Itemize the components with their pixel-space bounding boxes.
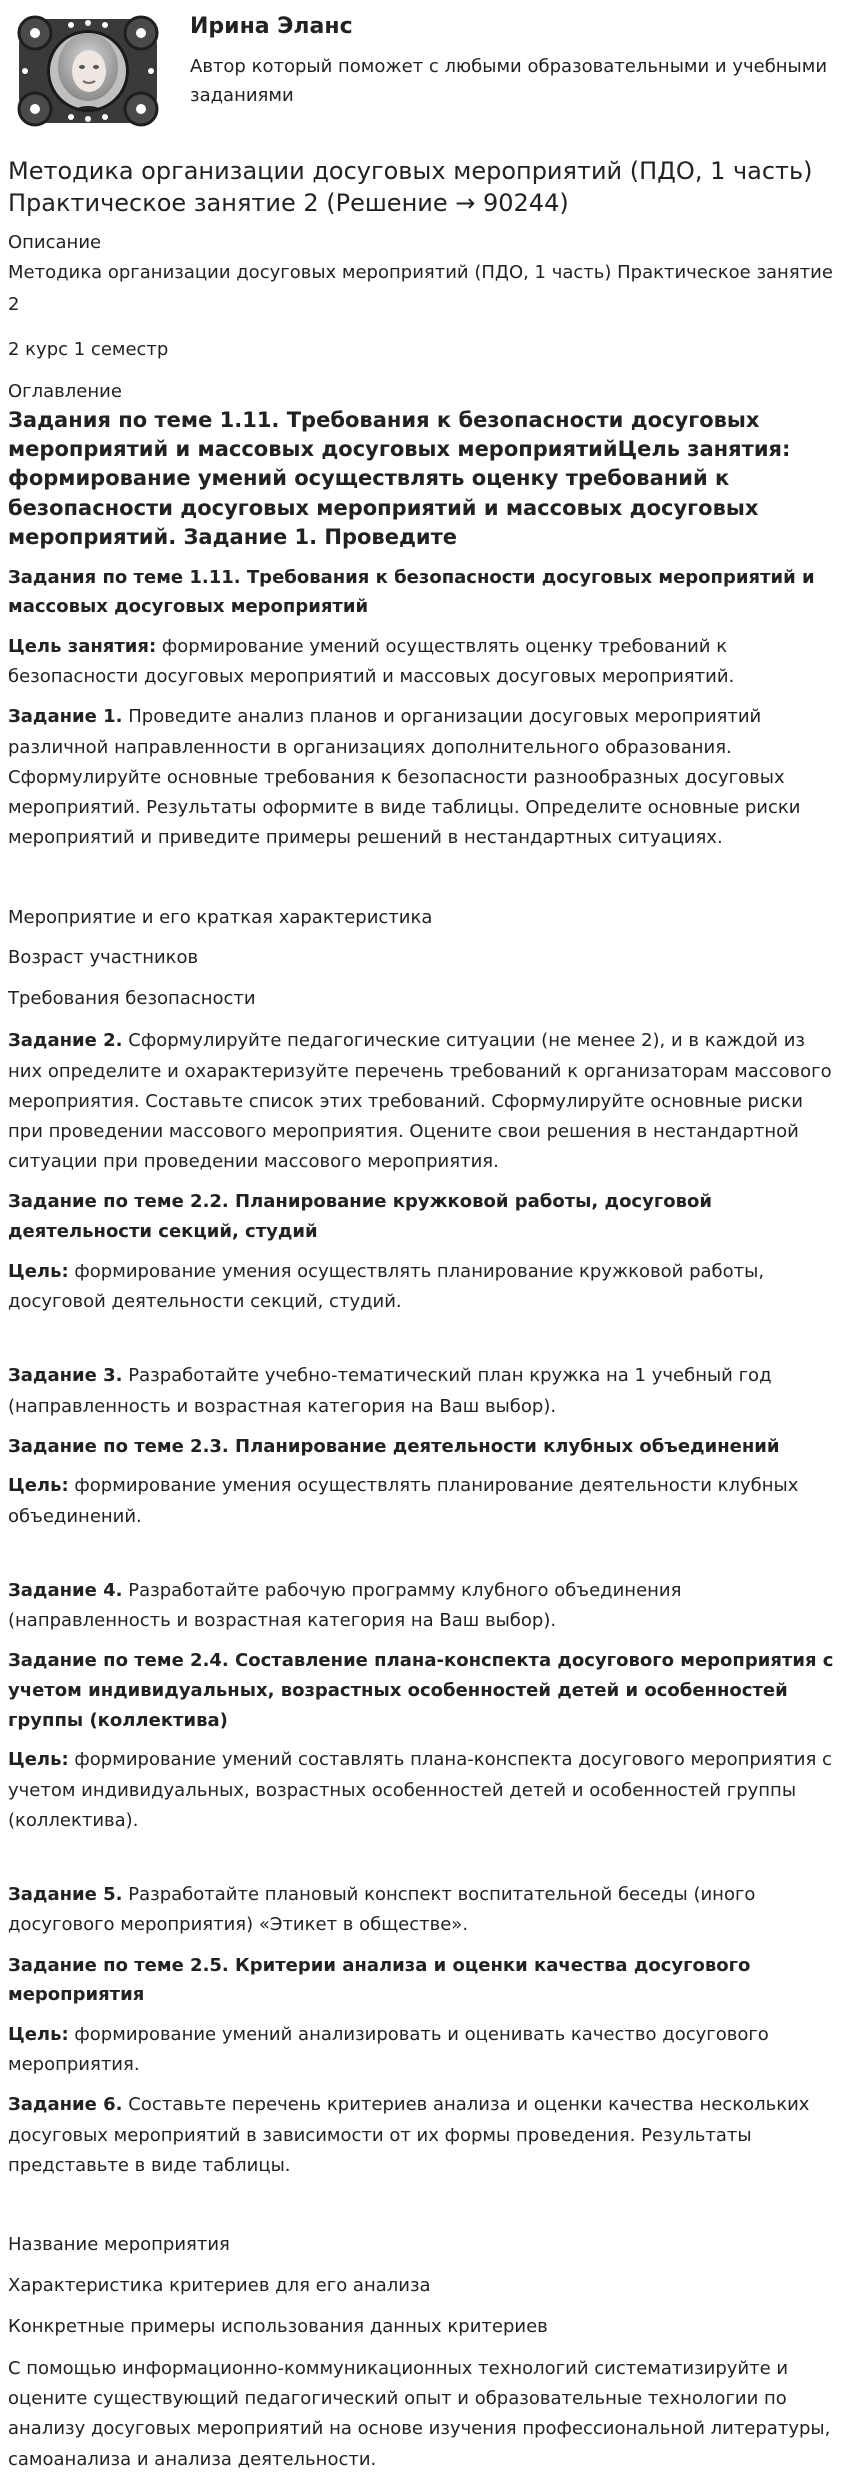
goal-3-label: Цель:: [8, 1475, 69, 1497]
final-paragraph: С помощью информационно-коммуникационных технологий систематизируйте и оцените существующий педагогический опыт и образовательные технологии по анализу досуговых мероприятий на основе изучения профессиональной литературы, самоанализа и анализа деятельности.: [8, 2357, 831, 2470]
goal-4-label: Цель:: [8, 1749, 69, 1771]
goal-4: [8, 1745, 839, 1836]
goal-2-label: Цель:: [8, 1260, 69, 1282]
goal-1-text: формирование умений осуществлять оценку требований к безопасности досуговых мероприятий и массовых досуговых мероприятий.: [8, 635, 735, 688]
topic-heading-2-3: Задание по теме 2.3. Планирование деятельности клубных объединений: [8, 1435, 780, 1457]
spacer: [8, 1327, 839, 1361]
author-description: Автор который поможет с любыми образовательными и учебными заданиями: [190, 56, 828, 106]
task-4: [8, 1576, 839, 1636]
task-5: [8, 1880, 839, 1940]
avatar[interactable]: [8, 6, 168, 136]
table-1-row: Возраст участников: [8, 947, 199, 969]
table-2-row: Конкретные примеры использования данных критериев: [8, 2315, 548, 2337]
task-5-label: Задание 5.: [8, 1884, 123, 1906]
table-2-row: Название мероприятия: [8, 2234, 230, 2256]
task-3-text: Разработайте учебно-тематический план кружка на 1 учебный год (направленность и возрастная категория на Ваш выбор).: [8, 1365, 772, 1417]
description-text: Методика организации досуговых мероприятий (ПДО, 1 часть) Практическое занятие 2: [8, 262, 833, 315]
toc-link[interactable]: Задания по теме 1.11. Требования к безопасности досуговых мероприятий и массовых досуговых мероприятийЦель занятия: формирование умений осуществлять оценку требований к безопасности досуговых мероприятий и массовых досуговых мероприятий. Задание 1. Проведите: [8, 407, 791, 550]
course-info: 2 курс 1 семестр: [8, 339, 169, 361]
task-2-text: Сформулируйте педагогические ситуации (не менее 2), и в каждой из них определите и охарактеризуйте перечень требований к организаторам массового мероприятия. Составьте список этих требований. Сформулируйте основные риски при проведении массового мероприятия. Оцените свои решения в нестандартной ситуации при проведении массового мероприятия.: [8, 1030, 832, 1173]
page-title: Методика организации досуговых мероприятий (ПДО, 1 часть) Практическое занятие 2 (Решение → 90244): [8, 157, 813, 217]
author-info: [190, 6, 839, 111]
topic-heading-2-5: Задание по теме 2.5. Критерии анализа и оценки качества досугового мероприятия: [8, 1954, 751, 2006]
task-2: [8, 1026, 839, 1177]
task-6: [8, 2090, 839, 2181]
spacer: [8, 2191, 839, 2231]
goal-2-text: формирование умения осуществлять планирование кружковой работы, досуговой деятельности секций, студий.: [8, 1260, 765, 1313]
goal-2: [8, 1257, 839, 1317]
spacer: [8, 1846, 839, 1880]
goal-3: [8, 1471, 839, 1531]
table-1-row: Мероприятие и его краткая характеристика: [8, 906, 433, 928]
task-6-label: Задание 6.: [8, 2094, 123, 2116]
task-6-text: Составьте перечень критериев анализа и оценки качества нескольких досуговых мероприятий в зависимости от их формы проведения. Результаты представьте в виде таблицы.: [8, 2094, 810, 2176]
goal-1-label: Цель занятия:: [8, 635, 157, 657]
spacer: [8, 864, 839, 904]
film-reel-avatar-icon: [13, 9, 163, 133]
toc-label: Оглавление: [8, 380, 122, 402]
task-1-label: Задание 1.: [8, 706, 123, 728]
task-3-label: Задание 3.: [8, 1365, 123, 1387]
goal-1: [8, 632, 839, 692]
goal-5-text: формирование умений анализировать и оценивать качество досугового мероприятия.: [8, 2023, 769, 2076]
task-4-label: Задание 4.: [8, 1579, 123, 1601]
task-4-text: Разработайте рабочую программу клубного объединения (направленность и возрастная категория на Ваш выбор).: [8, 1579, 682, 1632]
task-5-text: Разработайте плановый конспект воспитательной беседы (иного досугового мероприятия) «Этикет в обществе».: [8, 1884, 756, 1936]
task-1-text: Проведите анализ планов и организации досуговых мероприятий различной направленности в организациях дополнительного образования. Сформулируйте основные требования к безопасности разнообразных досуговых мероприятий. Результаты оформите в виде таблицы. Определите основные риски мероприятий и приведите примеры решений в нестандартных ситуациях.: [8, 706, 801, 849]
task-3: [8, 1361, 839, 1421]
goal-5-label: Цель:: [8, 2023, 69, 2045]
task-1: [8, 702, 839, 853]
author-name[interactable]: Ирина Эланс: [190, 14, 353, 39]
table-1-row: Требования безопасности: [8, 988, 256, 1010]
goal-3-text: формирование умения осуществлять планирование деятельности клубных объединений.: [8, 1475, 799, 1527]
goal-5: [8, 2020, 839, 2080]
spacer: [8, 1542, 839, 1576]
topic-heading-2-2: Задание по теме 2.2. Планирование кружковой работы, досуговой деятельности секций, студий: [8, 1191, 712, 1243]
task-2-label: Задание 2.: [8, 1030, 123, 1052]
topic-heading-2-4: Задание по теме 2.4. Составление плана-конспекта досугового мероприятия с учетом индивидуальных, возрастных особенностей детей и особенностей группы (коллектива): [8, 1650, 834, 1731]
description-label: Описание: [8, 232, 102, 254]
topic-heading-1-11: Задания по теме 1.11. Требования к безопасности досуговых мероприятий и массовых досуговых мероприятий: [8, 566, 815, 618]
table-2-row: Характеристика критериев для его анализа: [8, 2275, 431, 2297]
goal-4-text: формирование умений составлять плана-конспекта досугового мероприятия с учетом индивидуальных, возрастных особенностей детей и особенностей группы (коллектива).: [8, 1749, 832, 1831]
author-card: [8, 0, 839, 156]
